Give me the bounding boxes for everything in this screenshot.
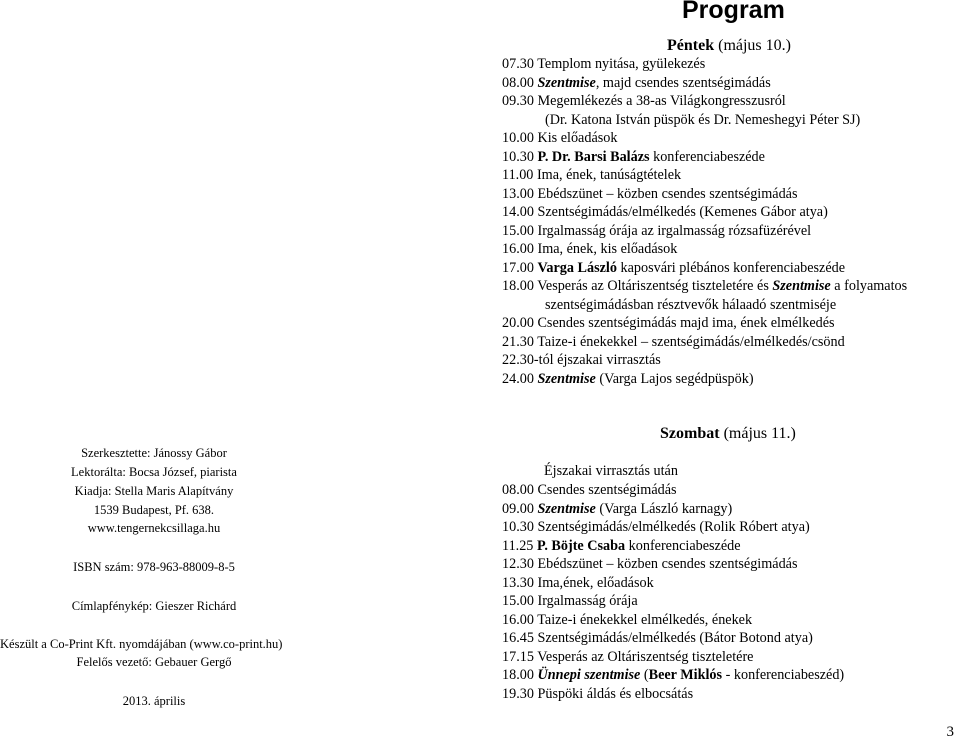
friday-heading <box>667 37 791 55</box>
schedule-item: 19.30 Püspöki áldás és elbocsátás <box>502 685 694 702</box>
page-number: 3 <box>946 724 954 740</box>
credit-isbn: ISBN szám: 978-963-88009-8-5 <box>73 560 235 574</box>
schedule-item: 16.45 Szentségimádás/elmélkedés (Bátor Botond atya) <box>502 630 813 646</box>
schedule-item: 10.30 P. Dr. Barsi Balázs konferenciabeszéde <box>502 148 765 165</box>
credit-address: 1539 Budapest, Pf. 638. <box>93 503 215 517</box>
schedule-item: 14.00 Szentségimádás/elmélkedés (Kemenes Gábor atya) <box>502 204 828 220</box>
schedule-item: 15.00 Irgalmasság órája <box>502 593 638 609</box>
schedule-item: 18.00 Ünnepi szentmise (Beer Miklós - konferenciabeszéd) <box>502 667 845 683</box>
credit-date: 2013. április <box>122 694 186 708</box>
schedule-item: 10.30 Szentségimádás/elmélkedés (Rolik Róbert atya) <box>502 519 810 535</box>
friday-date: (május 10.) <box>718 37 791 54</box>
schedule-item: 21.30 Taize-i énekekkel – szentségimádás/elmélkedés/csönd <box>502 333 845 350</box>
schedule-item: 15.00 Irgalmasság órája az irgalmasság rózsafüzérével <box>502 222 812 239</box>
credit-cover-photo: Címlapfénykép: Gieszer Richárd <box>71 599 237 613</box>
credits-block <box>0 0 308 743</box>
schedule-item: 17.15 Vesperás az Oltáriszentség tiszteletére <box>502 648 754 665</box>
saturday-schedule <box>502 481 844 703</box>
schedule-item: 18.00 Vesperás az Oltáriszentség tiszteletére és Szentmise a folyamatos <box>502 278 908 294</box>
schedule-item: 12.30 Ebédszünet – közben csendes szentségimádás <box>502 556 798 572</box>
schedule-item: 17.00 Varga László kaposvári plébános konferenciabeszéde <box>502 259 846 276</box>
friday-schedule <box>502 55 907 388</box>
schedule-item: 11.25 P. Böjte Csaba konferenciabeszéde <box>502 537 741 554</box>
schedule-item: 16.00 Taize-i énekekkel elmélkedés, énekek <box>502 611 753 628</box>
schedule-item: 07.30 Templom nyitása, gyülekezés <box>502 56 706 72</box>
schedule-item: 16.00 Ima, ének, kis előadások <box>502 241 678 257</box>
schedule-item: 09.30 Megemlékezés a 38-as Világkongresszusról <box>502 93 786 109</box>
program-title: Program <box>682 0 785 24</box>
schedule-item: 09.00 Szentmise (Varga László karnagy) <box>502 500 733 517</box>
schedule-item: 08.00 Szentmise, majd csendes szentségimádás <box>502 74 771 91</box>
credit-printer: Készült a Co-Print Kft. nyomdájában (www.co-print.hu) <box>0 637 283 651</box>
saturday-intro: Éjszakai virrasztás után <box>544 463 678 479</box>
schedule-item: 08.00 Csendes szentségimádás <box>502 482 677 498</box>
schedule-item: 13.30 Ima,ének, előadások <box>502 574 654 591</box>
schedule-item: 24.00 Szentmise (Varga Lajos segédpüspök) <box>502 370 754 387</box>
schedule-item: (Dr. Katona István püspök és Dr. Nemeshegyi Péter SJ) <box>545 111 861 128</box>
schedule-item: 11.00 Ima, ének, tanúságtételek <box>502 167 682 183</box>
schedule-item: 10.00 Kis előadások <box>502 130 618 146</box>
saturday-day: Szombat <box>660 425 720 442</box>
credit-publisher: Kiadja: Stella Maris Alapítvány <box>74 484 234 498</box>
credit-editor: Szerkesztette: Jánossy Gábor <box>81 446 227 460</box>
schedule-item: szentségimádásban résztvevők hálaadó szentmiséje <box>545 296 837 313</box>
saturday-date: (május 11.) <box>723 425 796 442</box>
credit-proofread: Lektorálta: Bocsa József, piarista <box>71 465 237 479</box>
credit-website: www.tengernekcsillaga.hu <box>87 521 221 535</box>
schedule-item: 13.00 Ebédszünet – közben csendes szentségimádás <box>502 185 798 202</box>
schedule-item: 22.30-tól éjszakai virrasztás <box>502 352 661 368</box>
friday-day: Péntek <box>667 37 715 54</box>
schedule-item: 20.00 Csendes szentségimádás majd ima, ének elmélkedés <box>502 315 835 331</box>
saturday-heading <box>660 425 796 443</box>
credit-manager: Felelős vezető: Gebauer Gergő <box>76 655 232 669</box>
